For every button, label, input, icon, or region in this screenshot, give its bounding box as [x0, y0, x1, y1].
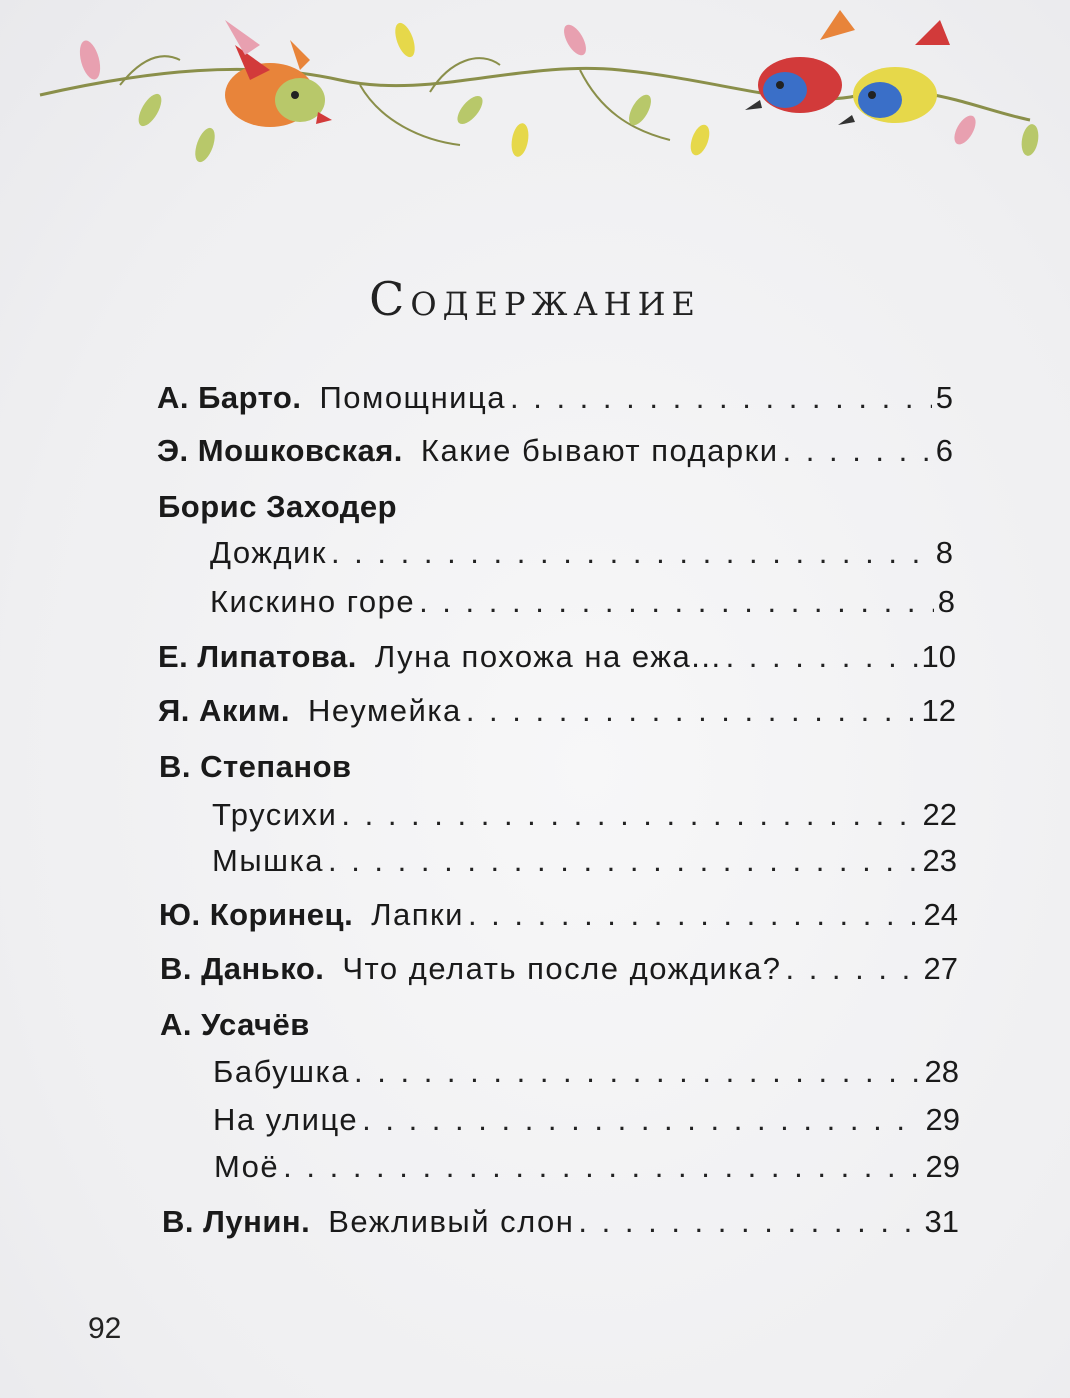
toc-page-number: 29 — [925, 1102, 960, 1137]
toc-page-number: 28 — [924, 1054, 959, 1089]
toc-page-number: 24 — [923, 897, 958, 932]
toc-author: Борис Заходер — [158, 489, 398, 524]
toc-page-number: 29 — [925, 1149, 960, 1184]
toc-page-number: 27 — [923, 951, 958, 986]
toc-author: Ю. Коринец. — [159, 897, 354, 932]
dot-leader — [354, 1052, 921, 1092]
toc-page-number: 5 — [935, 380, 953, 415]
toc-entry[interactable] — [158, 691, 956, 731]
toc-page-number: 8 — [935, 535, 953, 570]
toc-entry[interactable] — [157, 378, 953, 418]
toc-page-number: 8 — [937, 584, 955, 619]
toc-entry[interactable] — [158, 637, 956, 677]
toc-work-title: Кискино горе — [210, 584, 416, 619]
dot-leader — [362, 1100, 921, 1140]
dot-leader — [331, 533, 932, 573]
toc-entry[interactable] — [162, 1202, 959, 1242]
toc-page-number: 22 — [922, 797, 957, 832]
toc-entry[interactable] — [210, 582, 955, 622]
toc-author: А. Усачёв — [160, 1007, 310, 1042]
toc-entry[interactable] — [213, 1052, 959, 1092]
toc-work-title: Что делать после дождика? — [342, 951, 782, 986]
dot-leader — [419, 582, 934, 622]
dot-leader — [341, 795, 918, 835]
toc-work-title: Неумейка — [308, 693, 462, 728]
toc-entry[interactable] — [212, 795, 957, 835]
toc-page-number: 23 — [922, 843, 957, 878]
toc-author: Я. Аким. — [158, 693, 291, 728]
toc-work-title: Какие бывают подарки — [420, 433, 779, 468]
toc-work-title: На улице — [213, 1102, 359, 1137]
toc-author: В. Степанов — [159, 749, 352, 784]
toc-work-title: Дождик — [210, 535, 327, 570]
toc-entry[interactable] — [157, 431, 953, 471]
dot-leader — [283, 1147, 921, 1187]
toc-author: А. Барто. — [157, 380, 302, 415]
toc-work-title: Лапки — [371, 897, 464, 932]
toc-entry[interactable] — [212, 841, 957, 881]
dot-leader — [783, 431, 932, 471]
toc-work-title: Вежливый слон — [328, 1204, 575, 1239]
dot-leader — [578, 1202, 920, 1242]
dot-leader — [510, 378, 932, 418]
dot-leader — [726, 637, 918, 677]
dot-leader — [468, 895, 920, 935]
toc-entry[interactable] — [213, 1100, 960, 1140]
toc-work-title: Моё — [214, 1149, 280, 1184]
toc-author: В. Данько. — [160, 951, 325, 986]
toc-work-title: Мышка — [212, 843, 324, 878]
toc-page-number: 12 — [921, 693, 956, 728]
toc-page-number: 6 — [935, 433, 953, 468]
page-number: 92 — [88, 1312, 122, 1345]
toc-page-number: 10 — [921, 639, 956, 674]
toc-work-title: Бабушка — [213, 1054, 351, 1089]
toc-work-title: Помощница — [319, 380, 506, 415]
toc-entry[interactable] — [160, 949, 958, 989]
page-title: Содержание — [369, 272, 701, 326]
toc-work-title: Луна похожа на ежа... — [374, 639, 722, 674]
dot-leader — [466, 691, 918, 731]
toc-entry[interactable] — [159, 895, 958, 935]
toc-work-title: Трусихи — [212, 797, 338, 832]
toc-entry[interactable] — [214, 1147, 960, 1187]
toc-author: Э. Мошковская. — [157, 433, 403, 468]
toc-author: В. Лунин. — [162, 1204, 311, 1239]
toc-entry[interactable] — [210, 533, 953, 573]
toc-author: Е. Липатова. — [158, 639, 357, 674]
toc-author-heading — [158, 487, 954, 527]
toc-page-number: 31 — [924, 1204, 959, 1239]
toc-author-heading — [160, 1005, 958, 1045]
dot-leader — [328, 841, 919, 881]
toc-author-heading — [159, 747, 957, 787]
dot-leader — [785, 949, 919, 989]
